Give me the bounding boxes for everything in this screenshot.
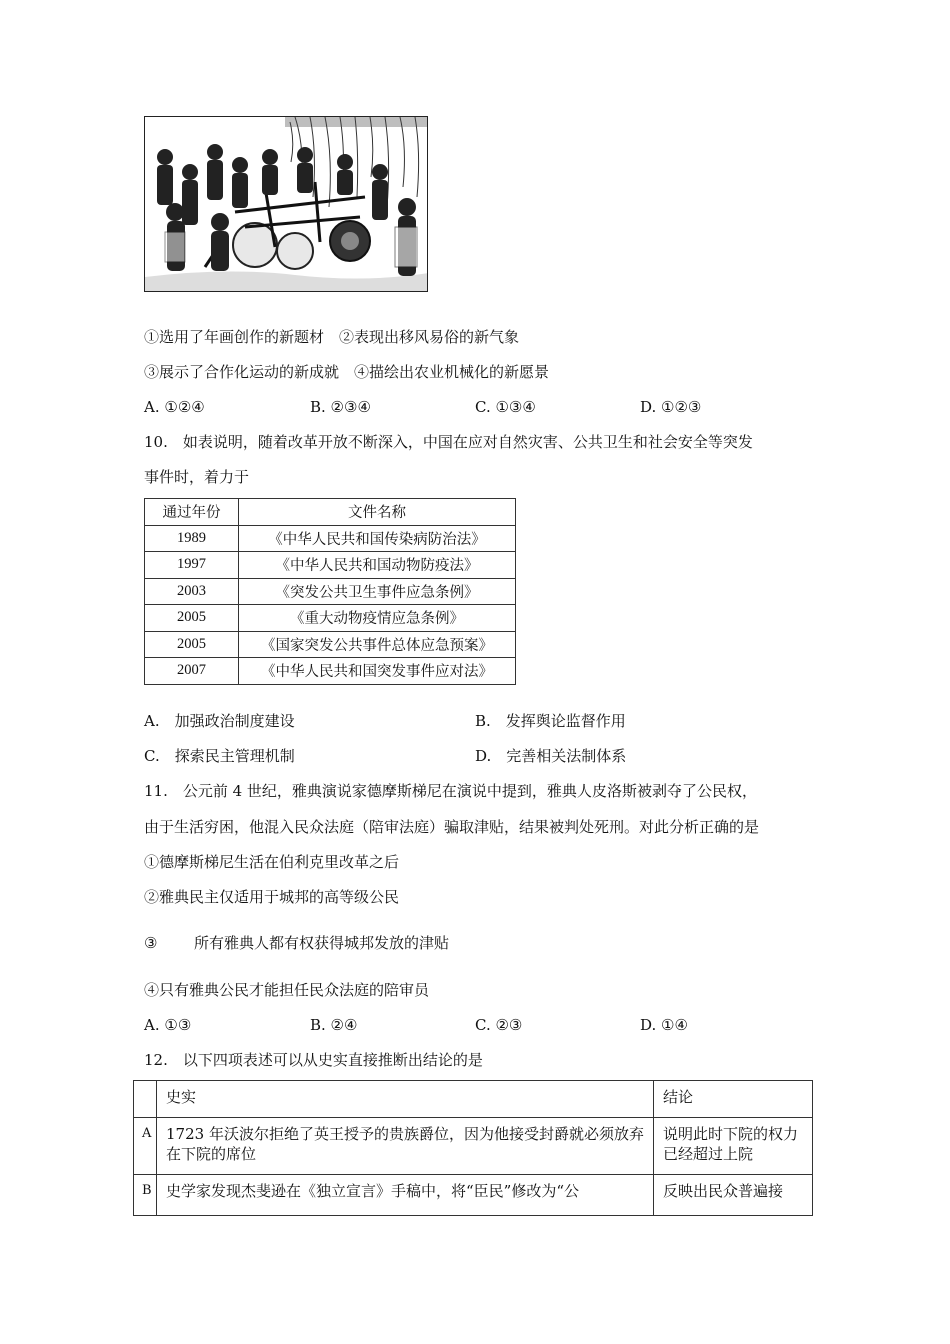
q11-statement-1: ①德摩斯梯尼生活在伯利克里改革之后 [144,853,400,871]
q10-option-a: A. 加强政治制度建设 [144,712,295,730]
table-cell-conclusion: 反映出民众普遍接 [654,1175,813,1216]
q11-statement-3-text: 所有雅典人都有权获得城邦发放的津贴 [194,934,450,952]
q11-statement-2: ②雅典民主仅适用于城邦的高等级公民 [144,888,400,906]
table-row [145,605,516,632]
q9-statement-line-1: ①选用了年画创作的新题材 ②表现出移风易俗的新气象 [144,328,520,346]
illustration-farm-machinery [144,116,428,292]
table-cell-year: 2003 [145,578,239,605]
table-header-key [134,1081,157,1118]
table-row [145,552,516,579]
table-cell-fact: 史学家发现杰斐逊在《独立宣言》手稿中，将“臣民”修改为“公 [157,1175,654,1216]
table-cell-document: 《中华人民共和国动物防疫法》 [239,552,516,579]
table-cell-year: 2005 [145,631,239,658]
table-row [134,1118,813,1175]
q11-stem-line-1: 11. 公元前 4 世纪，雅典演说家德摩斯梯尼在演说中提到，雅典人皮洛斯被剥夺了公民权， [144,782,757,800]
q10-table [144,498,516,685]
q10-option-c: C. 探索民主管理机制 [144,747,295,765]
q9-option-a: A. ①②④ [144,398,205,416]
table-cell-document: 《中华人民共和国传染病防治法》 [239,525,516,552]
table-header-row [134,1081,813,1118]
q9-option-d: D. ①②③ [640,398,702,416]
q11-statement-3-number: ③ [144,934,158,952]
table-cell-year: 1989 [145,525,239,552]
table-cell-year: 1997 [145,552,239,579]
q11-stem-line-2: 由于生活穷困，他混入民众法庭（陪审法庭）骗取津贴，结果被判处死刑。对此分析正确的是 [144,818,760,836]
q11-option-c: C. ②③ [475,1016,523,1034]
table-header-fact: 史实 [157,1081,654,1118]
table-cell-conclusion: 说明此时下院的权力已经超过上院 [654,1118,813,1175]
table-row [145,658,516,685]
table-header-conclusion: 结论 [654,1081,813,1118]
table-cell-document: 《突发公共卫生事件应急条例》 [239,578,516,605]
table-header-row [145,499,516,526]
table-cell-fact: 1723 年沃波尔拒绝了英王授予的贵族爵位，因为他接受封爵就必须放弃在下院的席位 [157,1118,654,1175]
q9-option-b: B. ②③④ [310,398,371,416]
table-row [145,578,516,605]
q12-table [133,1080,813,1216]
table-cell-document: 《重大动物疫情应急条例》 [239,605,516,632]
q11-option-a: A. ①③ [144,1016,192,1034]
q9-statement-line-2: ③展示了合作化运动的新成就 ④描绘出农业机械化的新愿景 [144,363,550,381]
q11-statement-4: ④只有雅典公民才能担任民众法庭的陪审员 [144,981,430,999]
table-header-year: 通过年份 [145,499,239,526]
q11-option-d: D. ①④ [640,1016,688,1034]
table-row [145,631,516,658]
q10-option-d: D. 完善相关法制体系 [475,747,627,765]
illustration-drawing [145,117,428,292]
q10-stem-line-2: 事件时，着力于 [144,468,250,486]
q10-option-b: B. 发挥舆论监督作用 [475,712,626,730]
table-row [145,525,516,552]
q9-option-c: C. ①③④ [475,398,536,416]
table-cell-key: A [134,1118,157,1175]
table-cell-document: 《中华人民共和国突发事件应对法》 [239,658,516,685]
q10-stem-line-1: 10. 如表说明，随着改革开放不断深入，中国在应对自然灾害、公共卫生和社会安全等突发 [144,433,753,451]
table-cell-key: B [134,1175,157,1216]
table-cell-document: 《国家突发公共事件总体应急预案》 [239,631,516,658]
table-row [134,1175,813,1216]
q12-stem: 12. 以下四项表述可以从史实直接推断出结论的是 [144,1051,483,1069]
table-header-document: 文件名称 [239,499,516,526]
table-cell-year: 2005 [145,605,239,632]
table-cell-year: 2007 [145,658,239,685]
q11-option-b: B. ②④ [310,1016,358,1034]
